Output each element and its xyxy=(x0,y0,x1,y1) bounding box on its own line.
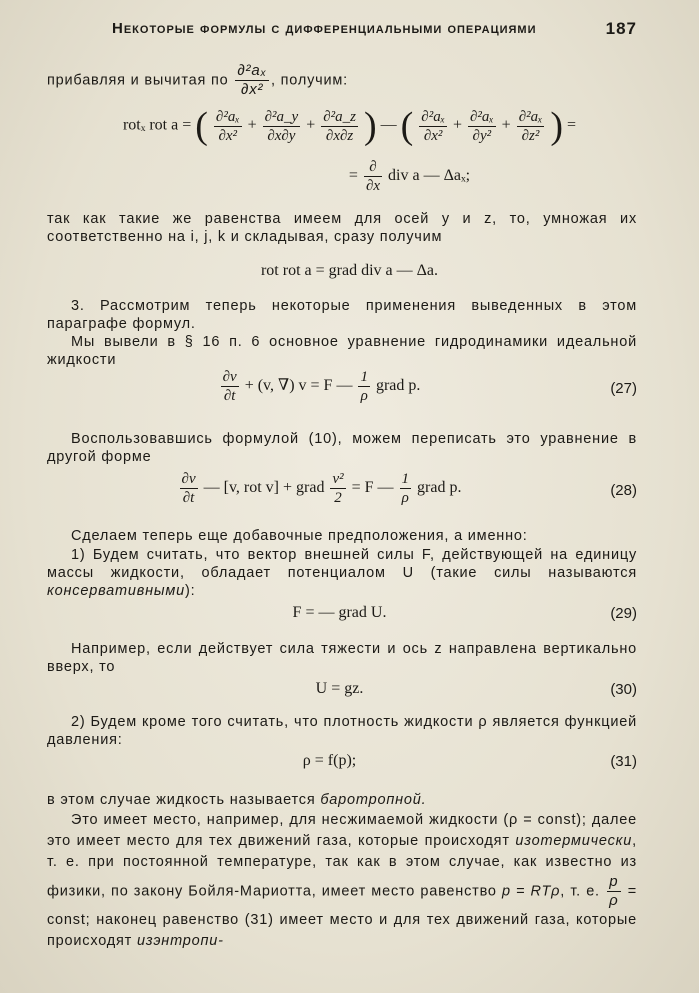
paragraph-formula10 xyxy=(47,430,637,466)
paren-close: ) xyxy=(363,105,377,147)
assumptions-text: Сделаем теперь еще добавочные предположения, а именно: xyxy=(71,528,528,544)
fraction-denominator: ∂x∂y xyxy=(267,127,296,144)
fraction-denominator: ∂t xyxy=(182,490,195,506)
fraction-denominator: ∂x xyxy=(365,178,381,194)
examples-text-4: = const; наконец равенство (31) имеет место и для тех движений газа, которые происходят xyxy=(47,883,637,949)
paren-open: ( xyxy=(195,105,208,147)
fraction xyxy=(364,158,382,195)
fraction xyxy=(263,108,301,145)
assumption1-text: 1) Будем считать, что вектор внешней силы F, действующей на единицу массы жидкости, обладает потенциалом U (такие силы называются xyxy=(47,547,637,581)
assumption1-italic: консервативными xyxy=(47,583,185,599)
fraction-numerator: ∂²aₓ xyxy=(215,108,240,125)
fraction-numerator: ∂v xyxy=(222,369,237,385)
fraction-denominator: ∂x² xyxy=(218,127,238,144)
fraction xyxy=(330,470,345,507)
equation-30: U = gz. xyxy=(315,680,364,697)
equation-number-29: (29) xyxy=(610,605,637,622)
fraction-numerator: ∂²aₓ xyxy=(518,108,543,125)
fraction-denominator: ∂y² xyxy=(472,127,492,144)
fraction xyxy=(321,108,358,145)
derived-text: Мы вывели в § 16 п. 6 основное уравнение гидродинамики идеальной жидкости xyxy=(47,334,637,368)
paragraph-gravity xyxy=(47,640,637,676)
fraction-denominator: ρ xyxy=(360,388,368,404)
paren-open: ( xyxy=(400,105,414,147)
examples-text: Это имеет место, например, для несжимаемой жидкости (ρ = const); далее это имеет место для тех движений газа, которые происходят xyxy=(47,812,637,849)
equation-number-30: (30) xyxy=(610,681,637,698)
equation-lhs: rotₓ rot a = xyxy=(122,116,192,134)
equation-rotx: rotₓ rot a = ( $\frac{\text{∂²aₓ}}{\text{∂x²}}$ + $\frac{\text{∂²a\_y}}{\partial x\partial y}$ + $\frac{\text{∂²a\_z}}{\partial x\partial z}$ ) — ( $\frac{\text{∂²aₓ}}{\text{∂x²}}$ + $\frac{\text{∂²aₓ}}{\text{∂y²}}$ + $\frac{\text{∂²aₓ}}{\text{∂z²}}$ ) = xyxy=(122,105,577,147)
assumption2-text: 2) Будем кроме того считать, что плотность жидкости ρ является функцией давления: xyxy=(47,714,637,748)
fraction xyxy=(358,368,370,405)
fraction-denominator: ρ xyxy=(609,892,619,909)
fraction-numerator: v² xyxy=(332,471,344,487)
examples-italic-isentropic: изэнтропи- xyxy=(136,933,224,949)
fraction-denominator: ∂z² xyxy=(521,127,540,144)
fraction-denominator: ∂x² xyxy=(423,127,443,144)
fraction-numerator: ∂²aₓ xyxy=(469,108,494,125)
fraction-denominator: 2 xyxy=(334,490,342,506)
assumption1-end: ): xyxy=(184,583,196,599)
fraction-denominator: ∂x² xyxy=(240,81,264,98)
fraction-denominator: ρ xyxy=(401,490,409,506)
fraction-numerator: 1 xyxy=(360,369,368,385)
fraction xyxy=(214,108,242,145)
equation-mid: — [v, rot v] + grad xyxy=(203,479,325,497)
paragraph-derived xyxy=(47,333,637,369)
paragraph-assumption-1 xyxy=(47,546,637,600)
examples-formula: p = RTρ xyxy=(501,883,561,900)
fraction xyxy=(180,470,198,507)
fraction xyxy=(419,108,447,145)
fraction-numerator: ∂²a_y xyxy=(264,108,299,125)
text-line-intro xyxy=(47,62,637,99)
fraction-numerator: ∂²a_z xyxy=(323,108,356,125)
fraction-numerator: p xyxy=(607,873,620,892)
barotropic-italic: баротропной. xyxy=(320,792,427,808)
paragraph-barotropic xyxy=(47,791,637,809)
fraction xyxy=(400,470,412,507)
fraction xyxy=(221,368,239,405)
page-number: 187 xyxy=(605,19,637,38)
fraction xyxy=(517,108,545,145)
fraction-numerator: ∂²aₓ xyxy=(237,62,267,79)
paragraph-assumption-2 xyxy=(47,713,637,749)
equation-28 xyxy=(0,470,669,507)
fraction xyxy=(235,62,269,99)
fraction-denominator: ∂x∂z xyxy=(325,127,354,144)
running-header xyxy=(0,16,699,40)
paragraph-so: так как такие же равенства имеем для осей y и z, то, умножая их соответственно на i, j, k и складывая, сразу получим xyxy=(47,211,637,245)
examples-text-2: , т. е. при постоянной температуре, так как в этом случае, как известно из физики, по закону Бойля-Мариотта, имеет место равенство xyxy=(47,833,637,900)
equation-rest: div a — Δaₓ; xyxy=(388,167,471,185)
paragraph-examples xyxy=(47,810,637,952)
formula10-text: Воспользовавшись формулой (10), можем переписать это уравнение в другой форме xyxy=(47,431,637,465)
fraction-numerator: ∂²aₓ xyxy=(421,108,445,125)
fraction xyxy=(468,108,496,145)
fraction xyxy=(607,873,620,910)
equation-29: F = — grad U. xyxy=(292,604,387,621)
fraction-numerator: ∂ xyxy=(364,158,382,177)
equation-number-31: (31) xyxy=(610,753,637,770)
equation-number-28: (28) xyxy=(610,482,637,499)
header-title: Некоторые формулы с дифференциальными операциями xyxy=(112,20,537,37)
examples-text-3: , т. е. xyxy=(560,883,600,900)
intro-text: прибавляя и вычитая по xyxy=(47,72,229,89)
fraction-numerator: ∂v xyxy=(181,471,196,487)
paragraph-section3 xyxy=(47,297,637,333)
intro-text-end: , получим: xyxy=(270,72,349,89)
fraction-denominator: ∂t xyxy=(223,388,236,404)
equation-mid: + (v, ∇) v = F — xyxy=(244,377,353,395)
gravity-text: Например, если действует сила тяжести и ось z направлена вертикально вверх, то xyxy=(47,641,637,675)
equation-end: grad p. xyxy=(417,479,462,497)
equation-rotx-continued: = $\frac{\partial}{\partial x}$ div a — Δaₓ; xyxy=(348,159,471,194)
equation-end: grad p. xyxy=(375,377,421,395)
barotropic-text: в этом случае жидкость называется xyxy=(47,792,316,808)
equation-equals: = F — xyxy=(351,479,394,497)
fraction-numerator: 1 xyxy=(401,471,410,487)
equation-rotrot: rot rot a = grad div a — Δa. xyxy=(260,262,439,279)
equation-31: ρ = f(p); xyxy=(302,752,357,769)
equation-number-27: (27) xyxy=(610,380,637,397)
examples-italic-isothermal: изотермически xyxy=(515,833,633,849)
section3-text: 3. Рассмотрим теперь некоторые применения выведенных в этом параграфе формул. xyxy=(47,298,637,332)
equation-27 xyxy=(0,368,669,405)
paragraph-assumptions xyxy=(47,527,637,545)
paren-close: ) xyxy=(550,105,564,147)
